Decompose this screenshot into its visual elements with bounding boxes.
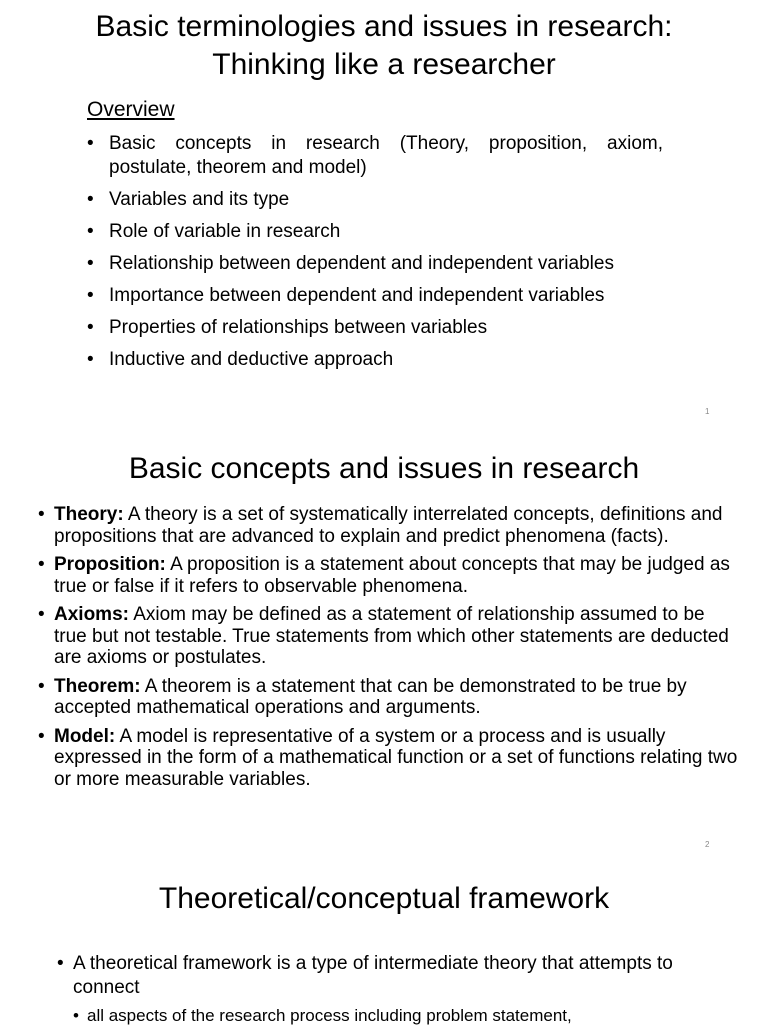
overview-item: • Inductive and deductive approach (87, 348, 663, 372)
overview-item: • Importance between dependent and independent variables (87, 284, 663, 308)
concept-theory (38, 504, 738, 547)
overview-item: • Variables and its type (87, 188, 663, 212)
concept-theorem (38, 676, 738, 719)
slide-3-title: Theoretical/conceptual framework (158, 882, 610, 915)
concept-term: Theory: (54, 504, 124, 525)
overview-heading: Overview (87, 98, 175, 121)
slide-1-title-line-1: Basic terminologies and issues in research: (95, 10, 673, 43)
overview-item: • Basic concepts in research (Theory, proposition, axiom, postulate, theorem and model) (87, 132, 663, 180)
overview-item: • Role of variable in research (87, 220, 663, 244)
concept-term: Proposition: (54, 554, 166, 575)
framework-sub-list (73, 1004, 727, 1028)
framework-sub-item: • all aspects of the research process including problem statement, (73, 1004, 727, 1028)
concept-definition: Axiom may be defined as a statement of relationship assumed to be true but not testable. True statements from which other statements are deducted are axioms or postulates. (54, 604, 729, 668)
framework-item (57, 952, 727, 1028)
concept-definition: A theorem is a statement that can be demonstrated to be true by accepted mathematical operations and arguments. (54, 675, 687, 718)
concept-definition: A model is representative of a system or a process and is usually expressed in the form of a mathematical function or a set of functions relating two or more measurable variables. (54, 725, 738, 790)
framework-list (57, 952, 727, 1028)
page-number: 2 (705, 840, 710, 849)
concept-model (38, 726, 738, 791)
concept-proposition (38, 554, 738, 597)
framework-text: A theoretical framework is a type of intermediate theory that attempts to connect (73, 953, 673, 998)
slide-2 (0, 440, 768, 852)
concepts-list (38, 504, 738, 797)
overview-item: • Properties of relationships between variables (87, 316, 663, 340)
concept-axioms (38, 604, 738, 669)
concept-definition: A proposition is a statement about concepts that may be judged as true or false if it refers to observable phenomena. (54, 554, 730, 597)
concept-definition: A theory is a set of systematically interrelated concepts, definitions and propositions that are advanced to explain and predict phenomena (facts). (54, 504, 723, 547)
slide-1 (0, 0, 768, 430)
page-number: 1 (705, 407, 710, 416)
concept-term: Theorem: (54, 675, 141, 697)
overview-list (87, 132, 663, 380)
slide-1-title (0, 8, 768, 84)
slide-2-title: Basic concepts and issues in research (128, 452, 640, 485)
slide-1-title-line-2: Thinking like a researcher (212, 48, 556, 81)
concept-term: Model: (54, 725, 116, 747)
concept-term: Axioms: (54, 604, 129, 625)
overview-item: • Relationship between dependent and independent variables (87, 252, 663, 276)
slide-3 (0, 870, 768, 1024)
